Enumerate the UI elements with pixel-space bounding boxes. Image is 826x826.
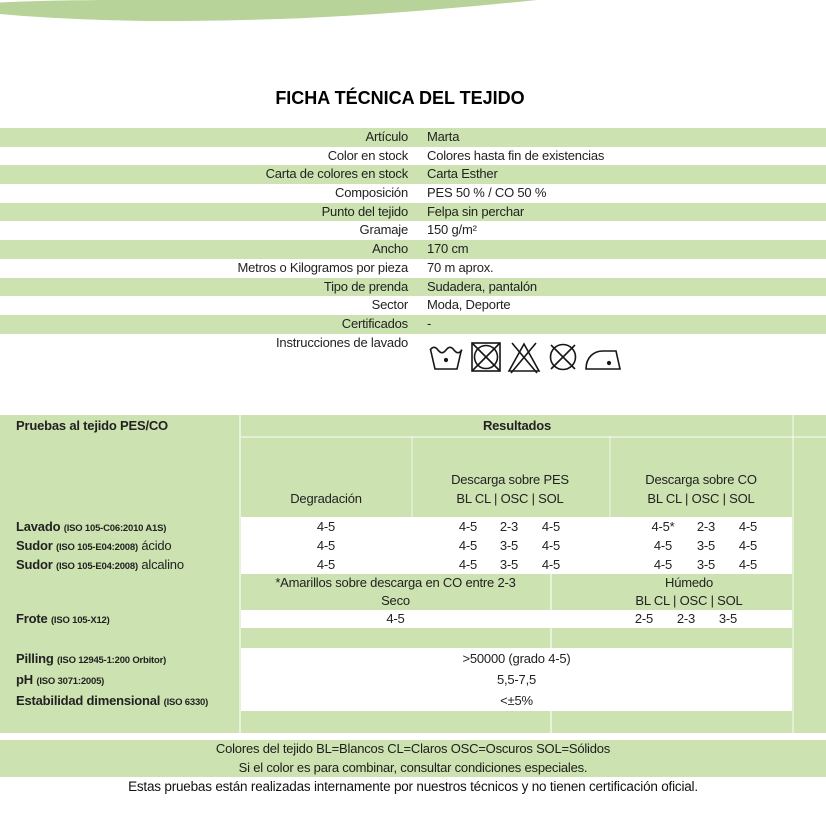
col-header-descarga-co xyxy=(609,470,793,508)
footer-disclaimer: Estas pruebas están realizadas internamente por nuestros técnicos y no tienen certificación oficial. xyxy=(128,779,698,794)
result-value: 4-5 xyxy=(458,538,478,553)
spec-value: Sudadera, pantalón xyxy=(427,278,537,294)
result-value: <±5% xyxy=(500,693,533,708)
iron-low-icon xyxy=(583,340,623,374)
test-name: pH xyxy=(16,672,33,687)
spec-label: Carta de colores en stock xyxy=(265,166,408,182)
result-value: 2-3 xyxy=(499,519,519,534)
test-row-label xyxy=(16,669,208,690)
col-header-co-title: Descarga sobre CO xyxy=(645,472,757,487)
result-value: 2-5 xyxy=(634,611,654,626)
spec-value: 70 m aprox. xyxy=(427,259,494,275)
test-name: Pilling xyxy=(16,651,54,666)
spec-row-care-instructions xyxy=(0,334,826,392)
col-header-degradacion: Degradación xyxy=(290,491,362,506)
result-value: 5,5-7,5 xyxy=(496,672,537,687)
test-name: Estabilidad dimensional xyxy=(16,693,161,708)
divider xyxy=(241,436,826,438)
spec-row xyxy=(0,315,826,334)
spec-label: Sector xyxy=(371,297,408,313)
test-name: Frote xyxy=(16,611,48,626)
result-value: 4-5 xyxy=(386,611,405,626)
spec-label: Punto del tejido xyxy=(321,203,408,219)
spec-label: Tipo de prenda xyxy=(323,278,408,294)
tests-table xyxy=(0,415,826,733)
spec-value: Moda, Deporte xyxy=(427,297,511,313)
result-value: 2-3 xyxy=(676,611,696,626)
results-row xyxy=(241,555,792,574)
result-value: 3-5 xyxy=(696,538,716,553)
result-value: 4-5 xyxy=(738,557,758,572)
footer-color-legend xyxy=(0,740,826,777)
spec-label: Ancho xyxy=(372,241,408,257)
test-iso: (ISO 3071:2005) xyxy=(36,676,105,687)
note-humedo-sub: BL CL | OSC | SOL xyxy=(635,593,743,608)
result-value: 4-5 xyxy=(316,557,336,572)
results-block xyxy=(241,517,792,574)
spec-row xyxy=(0,221,826,240)
spec-value: Marta xyxy=(427,129,460,144)
note-band-seco xyxy=(241,574,550,610)
spec-row xyxy=(0,165,826,184)
col-header-descarga-pes xyxy=(411,470,609,508)
test-row-label xyxy=(16,555,184,574)
result-value: 3-5 xyxy=(499,538,519,553)
do-not-dry-clean-icon xyxy=(544,340,582,374)
spec-row xyxy=(0,296,826,315)
spec-value: PES 50 % / CO 50 % xyxy=(427,185,547,201)
result-value: 4-5 xyxy=(541,519,561,534)
result-value: >50000 (grado 4-5) xyxy=(462,651,571,666)
spec-value: Colores hasta fin de existencias xyxy=(427,147,605,163)
extra-results-block xyxy=(241,648,792,711)
legend-line-2: Si el color es para combinar, consultar condiciones especiales. xyxy=(238,759,588,775)
test-row-label xyxy=(16,648,208,669)
test-row-label xyxy=(16,517,184,536)
spec-value: - xyxy=(427,315,432,331)
test-iso: (ISO 105-C06:2010 A1S) xyxy=(63,523,167,534)
spec-row xyxy=(0,147,826,166)
result-value: 4-5 xyxy=(316,519,336,534)
result-value: 4-5 xyxy=(738,538,758,553)
result-value: 4-5 xyxy=(316,538,336,553)
spec-value: 150 g/m² xyxy=(427,222,477,238)
spec-label: Gramaje xyxy=(359,222,408,238)
note-band-humedo xyxy=(552,574,826,610)
test-iso: (ISO 12945-1:200 Orbitor) xyxy=(57,655,167,666)
result-value: 3-5 xyxy=(696,557,716,572)
test-suffix: ácido xyxy=(141,538,172,553)
results-row xyxy=(241,517,792,536)
result-value: 4-5* xyxy=(651,519,675,534)
page-title: FICHA TÉCNICA DEL TEJIDO xyxy=(275,88,525,108)
tests-row-labels xyxy=(16,517,184,574)
note-seco: Seco xyxy=(381,593,410,608)
spec-label: Color en stock xyxy=(327,147,408,163)
note-amarillos: *Amarillos sobre descarga en CO entre 2-3 xyxy=(275,575,516,590)
col-header-co-sub: BL CL | OSC | SOL xyxy=(647,491,755,506)
frote-label xyxy=(16,610,110,628)
test-iso: (ISO 105-E04:2008) xyxy=(55,561,138,572)
test-iso: (ISO 105-X12) xyxy=(50,615,110,626)
test-name: Sudor xyxy=(16,557,53,572)
do-not-tumble-dry-icon xyxy=(466,340,504,374)
test-row-label xyxy=(16,536,184,555)
spec-label: Instrucciones de lavado xyxy=(276,334,408,350)
spec-table xyxy=(0,128,826,392)
result-value: 4-5 xyxy=(738,519,758,534)
wash-30-icon xyxy=(427,340,465,374)
frote-results-row xyxy=(241,610,792,628)
spec-label: Metros o Kilogramos por pieza xyxy=(237,259,408,275)
spec-row xyxy=(0,203,826,222)
result-value: 4-5 xyxy=(541,557,561,572)
test-iso: (ISO 6330) xyxy=(163,697,209,708)
result-value: 4-5 xyxy=(458,519,478,534)
legend-line-1: Colores del tejido BL=Blancos CL=Claros OSC=Oscuros SOL=Sólidos xyxy=(215,741,611,756)
test-name: Sudor xyxy=(16,538,53,553)
result-value: 4-5 xyxy=(541,538,561,553)
spec-value: Felpa sin perchar xyxy=(427,203,525,219)
spec-value: 170 cm xyxy=(427,241,469,257)
do-not-bleach-icon xyxy=(505,340,543,374)
result-value: 4-5 xyxy=(653,557,673,572)
spec-row xyxy=(0,259,826,278)
spec-label: Composición xyxy=(335,185,408,201)
extra-row-labels xyxy=(16,648,208,711)
test-row-label xyxy=(16,690,208,711)
result-value: 3-5 xyxy=(499,557,519,572)
tests-header-left: Pruebas al tejido PES/CO xyxy=(16,418,168,433)
col-header-pes-sub: BL CL | OSC | SOL xyxy=(456,491,564,506)
spec-row xyxy=(0,240,826,259)
spec-value: Carta Esther xyxy=(427,166,498,182)
test-name: Lavado xyxy=(16,519,61,534)
result-value: 2-3 xyxy=(696,519,716,534)
col-header-pes-title: Descarga sobre PES xyxy=(451,472,569,487)
top-wave-decoration xyxy=(0,0,826,50)
spec-row xyxy=(0,184,826,203)
result-value: 4-5 xyxy=(458,557,478,572)
note-humedo: Húmedo xyxy=(665,575,713,590)
spec-label: Artículo xyxy=(365,129,408,144)
spec-row xyxy=(0,278,826,297)
tests-header-results: Resultados xyxy=(482,418,552,433)
results-row xyxy=(241,536,792,555)
result-value: 4-5 xyxy=(653,538,673,553)
result-value: 3-5 xyxy=(718,611,738,626)
test-iso: (ISO 105-E04:2008) xyxy=(55,542,138,553)
spec-row xyxy=(0,128,826,147)
spec-label: Certificados xyxy=(341,315,408,331)
care-icons xyxy=(427,340,623,374)
test-suffix: alcalino xyxy=(141,557,184,572)
